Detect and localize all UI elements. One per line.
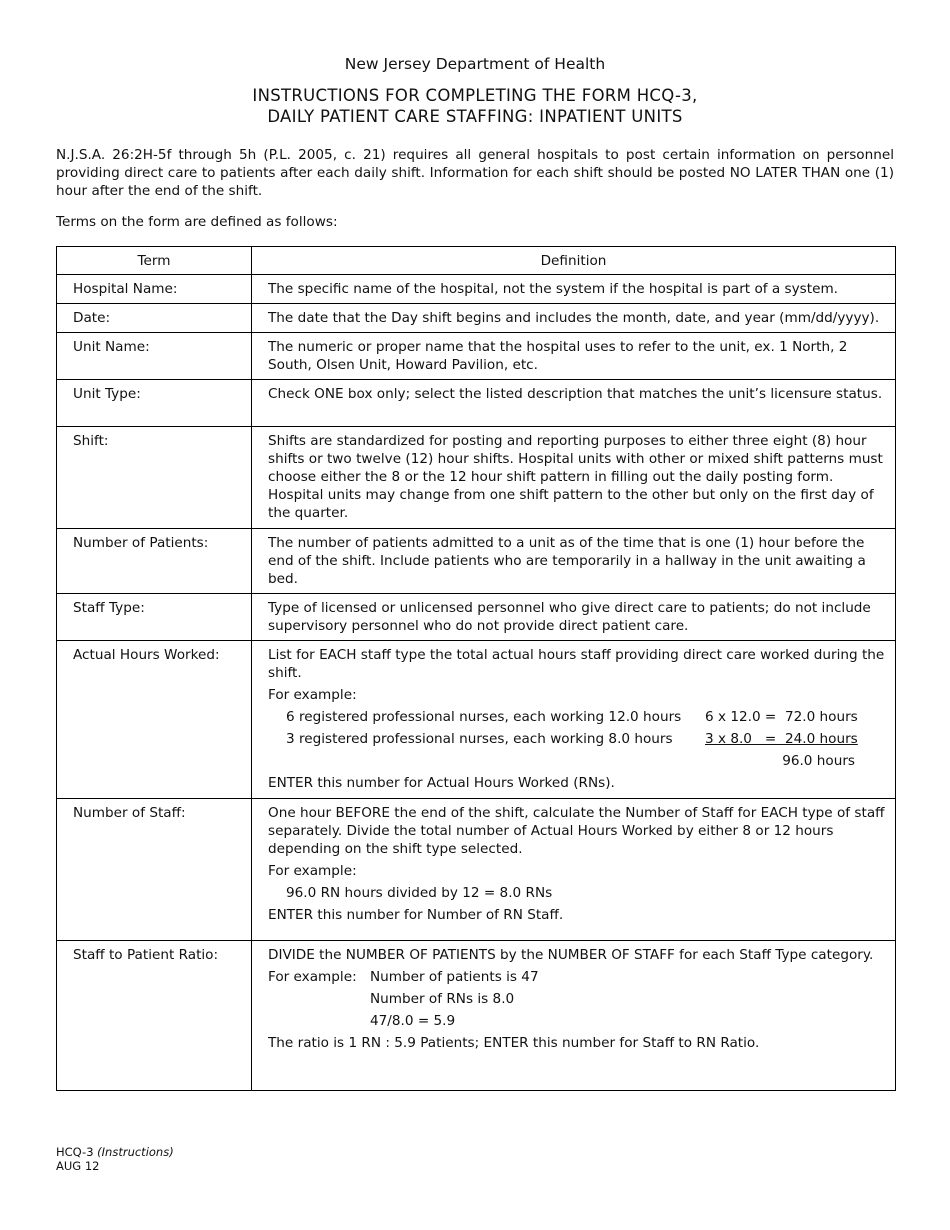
- term-cell: Staff Type:: [57, 594, 252, 641]
- table-row: [57, 427, 896, 529]
- calc-spacer: [268, 752, 705, 770]
- table-row: [57, 333, 896, 380]
- ratio-result: The ratio is 1 RN : 5.9 Patients; ENTER this number for Staff to RN Ratio.: [268, 1035, 760, 1051]
- example-label: For example:: [268, 969, 357, 985]
- table-row: [57, 941, 896, 1091]
- definition-cell: Type of licensed or unlicensed personnel who give direct care to patients; do not include supervisory personnel who do not provide direct patient care.: [252, 594, 896, 641]
- calc-row-1: [268, 708, 885, 726]
- example-label: For example:: [268, 863, 357, 879]
- footer-form-note: (Instructions): [97, 1145, 174, 1159]
- calc-description: 3 registered professional nurses, each working 8.0 hours: [286, 731, 673, 747]
- calc-description: 6 registered professional nurses, each working 12.0 hours: [286, 709, 682, 725]
- enter-instruction: ENTER this number for Actual Hours Worked (RNs).: [268, 775, 615, 791]
- terms-intro: Terms on the form are defined as follows:: [56, 214, 338, 230]
- ratio-definition: DIVIDE the NUMBER OF PATIENTS by the NUMBER OF STAFF for each Staff Type category.: [268, 947, 874, 963]
- term-cell: Hospital Name:: [57, 275, 252, 304]
- footer: [56, 1145, 174, 1173]
- calc-row-2: [268, 730, 885, 748]
- example-text: Number of patients is 47: [370, 969, 539, 985]
- definition-cell: [252, 941, 896, 1091]
- title-line-1: INSTRUCTIONS FOR COMPLETING THE FORM HCQ-3,: [252, 86, 698, 105]
- header-definition: Definition: [252, 247, 896, 275]
- calc-value: [705, 730, 858, 748]
- term-cell: Number of Staff:: [57, 799, 252, 941]
- definition-cell: The numeric or proper name that the hospital uses to refer to the unit, ex. 1 North, 2 South, Olsen Unit, Howard Pavilion, etc.: [252, 333, 896, 380]
- agency-name: New Jersey Department of Health: [344, 55, 606, 73]
- definition-cell: The date that the Day shift begins and includes the month, date, and year (mm/dd/yyyy).: [252, 304, 896, 333]
- table-row: [57, 380, 896, 427]
- definition-cell: The number of patients admitted to a unit as of the time that is one (1) hour before the end of the shift. Include patients who are temporarily in a hallway in the unit awaiting a bed.: [252, 529, 896, 594]
- table-row: [57, 799, 896, 941]
- table-row: [57, 275, 896, 304]
- definition-cell: Shifts are standardized for posting and reporting purposes to either three eight (8) hour shifts or two twelve (12) hour shifts. Hospital units with other or mixed shift patterns must choose either the 8 or the 12 hour shift pattern in filling out the daily posting form. Hospital units may change from one shift pattern to the other but only on the first day of the quarter.: [252, 427, 896, 529]
- enter-instruction: ENTER this number for Number of RN Staff.: [268, 907, 564, 923]
- intro-paragraph: N.J.S.A. 26:2H-5f through 5h (P.L. 2005, c. 21) requires all general hospitals to post certain information on personnel providing direct care to patients after each daily shift. Information for each shift should be posted NO LATER THAN one (1) hour after the end of the shift.: [56, 147, 894, 199]
- example-line-2: Number of RNs is 8.0: [370, 991, 515, 1007]
- calc-value: 6 x 12.0 = 72.0 hours: [705, 709, 858, 725]
- term-cell: Actual Hours Worked:: [57, 641, 252, 799]
- example-label: For example:: [268, 687, 357, 703]
- actual-hours-definition: List for EACH staff type the total actual hours staff providing direct care worked during the shift.: [268, 647, 885, 681]
- definitions-table: [56, 246, 896, 1091]
- table-header-row: [57, 247, 896, 275]
- definition-cell: The specific name of the hospital, not the system if the hospital is part of a system.: [252, 275, 896, 304]
- calc-total: 96.0 hours: [782, 753, 855, 769]
- term-cell: Date:: [57, 304, 252, 333]
- term-cell: Unit Type:: [57, 380, 252, 427]
- term-cell: Shift:: [57, 427, 252, 529]
- footer-date: AUG 12: [56, 1159, 100, 1173]
- example-line-1: [268, 968, 885, 986]
- term-cell: Staff to Patient Ratio:: [57, 941, 252, 1091]
- calc-value-text: 3 x 8.0 = 24.0 hours: [705, 731, 858, 747]
- definition-cell: [252, 799, 896, 941]
- footer-form-id: HCQ-3: [56, 1145, 94, 1159]
- table-row: [57, 594, 896, 641]
- term-cell: Unit Name:: [57, 333, 252, 380]
- calc-total-row: [268, 752, 885, 770]
- table-row: [57, 529, 896, 594]
- page-title: [0, 85, 950, 127]
- title-line-2: DAILY PATIENT CARE STAFFING: INPATIENT UNITS: [267, 107, 683, 126]
- table-row: [57, 641, 896, 799]
- example-calc: 96.0 RN hours divided by 12 = 8.0 RNs: [286, 885, 553, 901]
- footer-form-id-line: [56, 1145, 174, 1159]
- header-term: Term: [57, 247, 252, 275]
- definition-cell: Check ONE box only; select the listed description that matches the unit’s licensure status.: [252, 380, 896, 427]
- table-row: [57, 304, 896, 333]
- example-line-3: 47/8.0 = 5.9: [370, 1013, 456, 1029]
- num-staff-definition: One hour BEFORE the end of the shift, calculate the Number of Staff for EACH type of staff separately. Divide the total number of Actual Hours Worked by either 8 or 12 hours depending on the shift type selected.: [268, 805, 885, 857]
- term-cell: Number of Patients:: [57, 529, 252, 594]
- definition-cell: [252, 641, 896, 799]
